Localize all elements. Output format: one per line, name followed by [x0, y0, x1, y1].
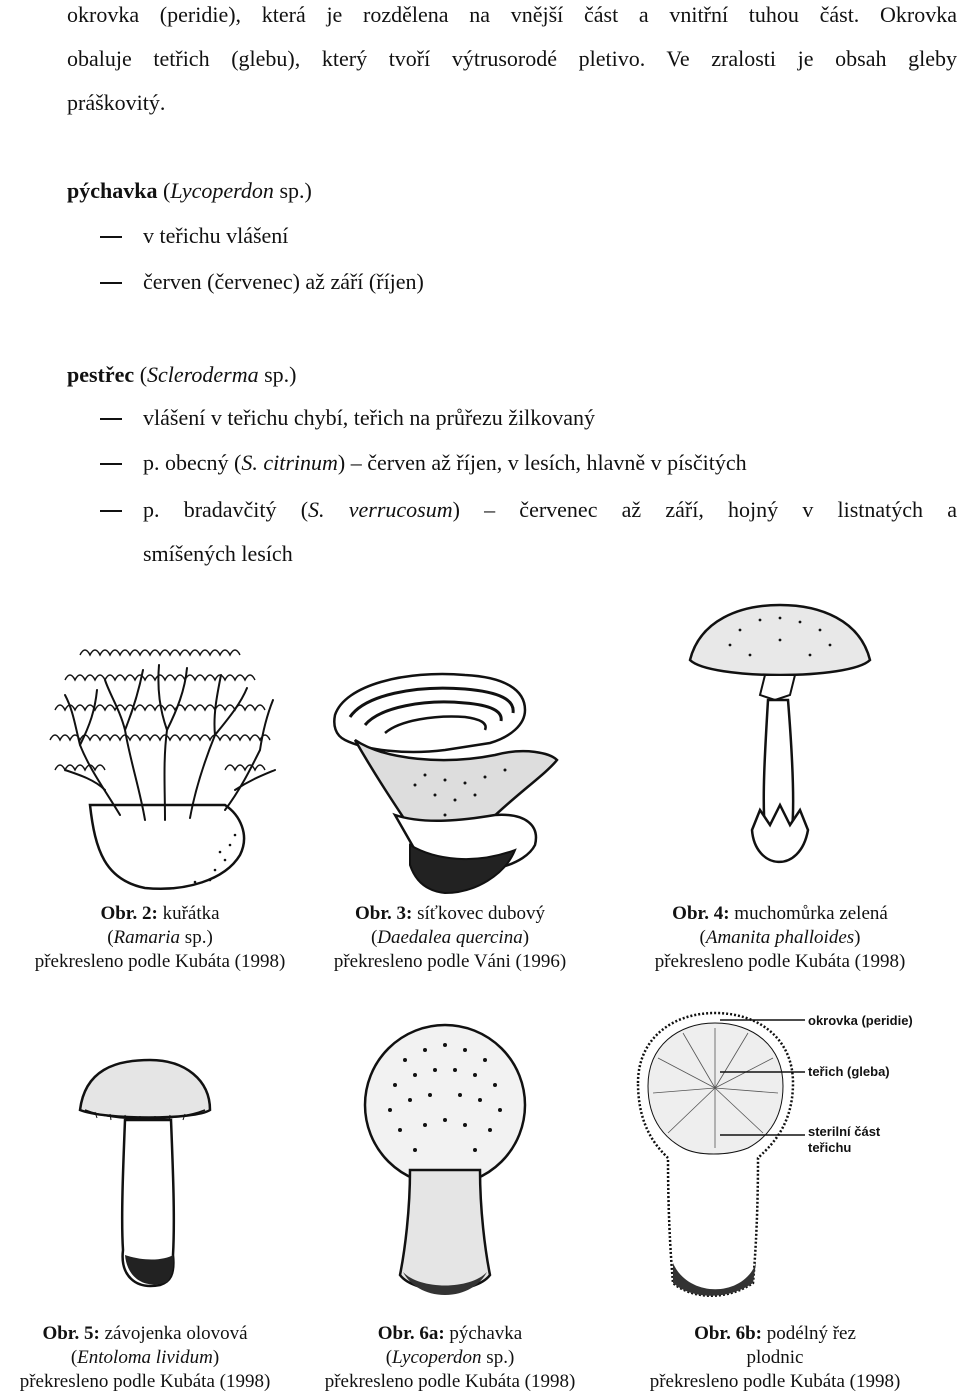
- label-sterile-2: teřichu: [808, 1140, 852, 1155]
- intro-line-1: okrovka (peridie), která je rozdělena na vnější část a vnitřní tuhou část. Okrovka: [67, 2, 957, 27]
- caption-fig-3: Obr. 3: síťkovec dubový (Daedalea quercina) překresleno podle Váni (1996): [333, 903, 567, 972]
- lycoperdon-item-1: v teřichu vlášení: [143, 223, 289, 248]
- ramaria-illustration: [35, 630, 285, 905]
- scleroderma-item-3: p. bradavčitý (S. verrucosum) – červenec až září, hojný v listnatých a: [143, 497, 957, 522]
- label-gleba: teřich (gleba): [808, 1064, 890, 1079]
- dash: [100, 510, 122, 512]
- dash: [100, 463, 122, 465]
- dash: [100, 418, 122, 420]
- amanita-illustration: [680, 600, 880, 890]
- intro-line-3: práškovitý.: [67, 90, 166, 115]
- caption-fig-5: Obr. 5: závojenka olovová (Entoloma lividum) překresleno podle Kubáta (1998): [19, 1323, 271, 1392]
- intro-line-2: obaluje tetřich (glebu), který tvoří výtrusorodé pletivo. Ve zralosti je obsah gleby: [67, 46, 957, 71]
- entoloma-illustration: [75, 1050, 215, 1295]
- label-sterile-1: sterilní část: [808, 1124, 881, 1139]
- caption-fig-6a: Obr. 6a: pýchavka (Lycoperdon sp.) překresleno podle Kubáta (1998): [324, 1323, 576, 1392]
- scleroderma-item-3-cont: smíšených lesích: [143, 541, 293, 566]
- caption-fig-6b: Obr. 6b: podélný řez plodnic překresleno podle Kubáta (1998): [649, 1323, 901, 1392]
- caption-fig-2: Obr. 2: kuřátka (Ramaria sp.) překresleno podle Kubáta (1998): [34, 903, 286, 972]
- scleroderma-item-1: vlášení v teřichu chybí, teřich na průřezu žilkovaný: [143, 405, 596, 430]
- heading-lycoperdon: pýchavka (Lycoperdon sp.): [67, 178, 312, 203]
- caption-fig-4: Obr. 4: muchomůrka zelená (Amanita phalloides) překresleno podle Kubáta (1998): [654, 903, 906, 972]
- daedalea-illustration: [325, 665, 565, 900]
- scleroderma-item-2: p. obecný (S. citrinum) – červen až říjen, v lesích, hlavně v písčitých: [143, 450, 747, 475]
- lycoperdon-item-2: červen (červenec) až září (říjen): [143, 269, 424, 294]
- label-peridie: okrovka (peridie): [808, 1013, 913, 1028]
- heading-scleroderma: pestřec (Scleroderma sp.): [67, 362, 297, 387]
- lycoperdon-illustration: [355, 1010, 535, 1305]
- dash: [100, 282, 122, 284]
- label-pointers: [720, 1010, 810, 1150]
- dash: [100, 236, 122, 238]
